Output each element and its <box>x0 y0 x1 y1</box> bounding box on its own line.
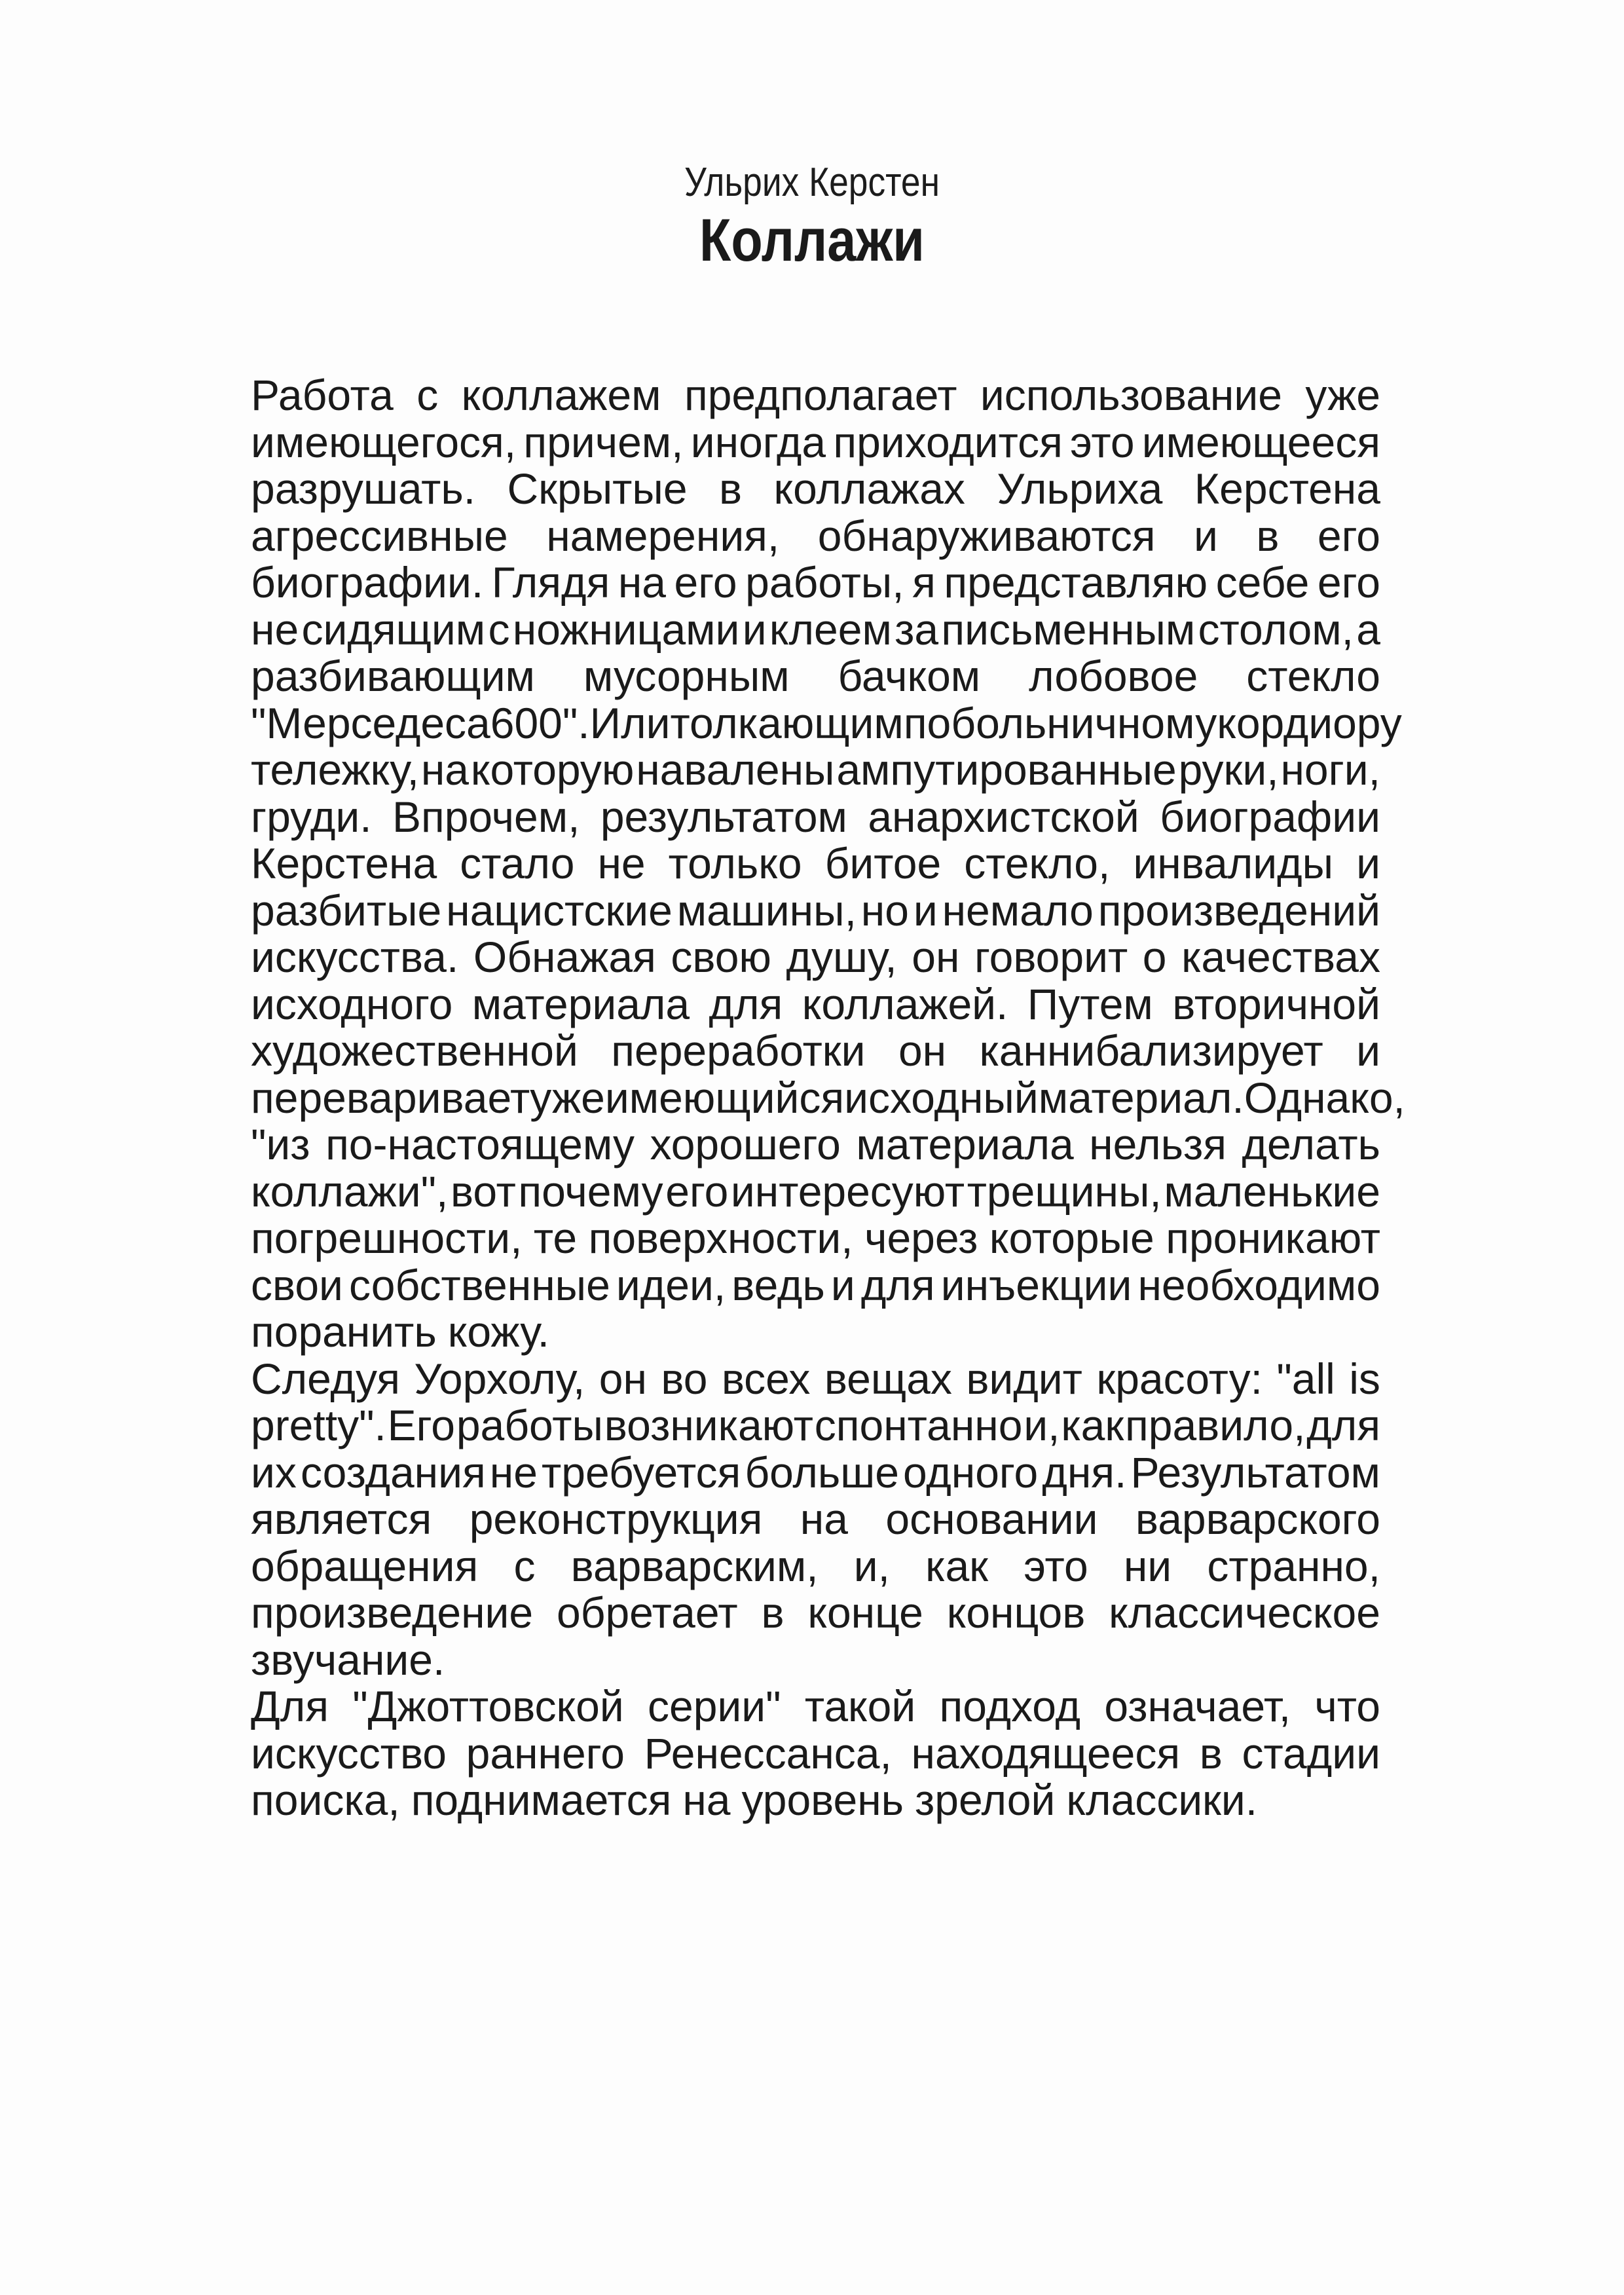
text-line: коллажи", вот почему его интересуют трещины, маленькие <box>251 1166 1380 1216</box>
text-line: произведение обретает в конце концов классическое <box>251 1588 1380 1637</box>
text-line: разрушать. Скрытые в коллажах Ульриха Керстена <box>251 464 1380 513</box>
text-line: их создания не требуется больше одного дня. Результатом <box>251 1447 1380 1497</box>
text-line: переваривает уже имеющийся исходный материал. Однако, <box>251 1073 1405 1122</box>
author-name: Ульрих Керстен <box>684 160 940 205</box>
text-line: "Мерседеса 600". Или толкающим по больничному кордиору <box>251 698 1402 747</box>
text-line: искусства. Обнажая свою душу, он говорит о качествах <box>251 933 1380 981</box>
text-line: обращения с варварским, и, как это ни странно, <box>251 1541 1380 1590</box>
text-line: агрессивные намерения, обнаруживаются и в его <box>251 511 1380 560</box>
text-line: Работа с коллажем предполагает использование уже <box>251 371 1380 419</box>
text-line: "из по-настоящему хорошего материала нельзя делать <box>251 1120 1380 1168</box>
text-line: исходного материала для коллажей. Путем вторичной <box>251 979 1380 1028</box>
text-line: поиска, поднимается на уровень зрелой классики. <box>251 1776 1258 1824</box>
text-line: груди. Впрочем, результатом анархистской биографии <box>251 792 1380 841</box>
text-line: разбивающим мусорным бачком лобовое стекло <box>251 652 1380 700</box>
text-line: имеющегося, причем, иногда приходится это имеющееся <box>251 417 1380 466</box>
article-body <box>251 371 1405 1824</box>
text-line: разбитые нацистские машины, но и немало произведений <box>251 886 1380 935</box>
text-line: тележку, на которую навалены ампутированные руки, ноги, <box>251 745 1380 794</box>
text-line: Следуя Уорхолу, он во всех вещах видит красоту: "all is <box>251 1354 1380 1403</box>
text-line: художественной переработки он каннибализирует и <box>251 1026 1380 1075</box>
text-line: является реконструкция на основании варварского <box>251 1495 1380 1543</box>
text-line: Для "Джоттовской серии" такой подход означает, что <box>251 1682 1380 1730</box>
text-line: Керстена стало не только битое стекло, инвалиды и <box>251 839 1380 887</box>
text-line: не сидящим с ножницами и клеем за письменным столом, а <box>251 605 1380 654</box>
text-line: искусство раннего Ренессанса, находящееся в стадии <box>251 1728 1380 1778</box>
text-line: pretty". Его работы возникают спонтанно и, как правило, для <box>251 1401 1380 1449</box>
text-line: биографии. Глядя на его работы, я представляю себе его <box>251 558 1380 606</box>
text-line: погрешности, те поверхности, через которые проникают <box>251 1214 1380 1262</box>
text-line: поранить кожу. <box>251 1307 549 1356</box>
text-line: свои собственные идеи, ведь и для инъекции необходимо <box>251 1260 1380 1309</box>
document-title: Коллажи <box>699 207 925 274</box>
text-line: звучание. <box>251 1635 445 1684</box>
